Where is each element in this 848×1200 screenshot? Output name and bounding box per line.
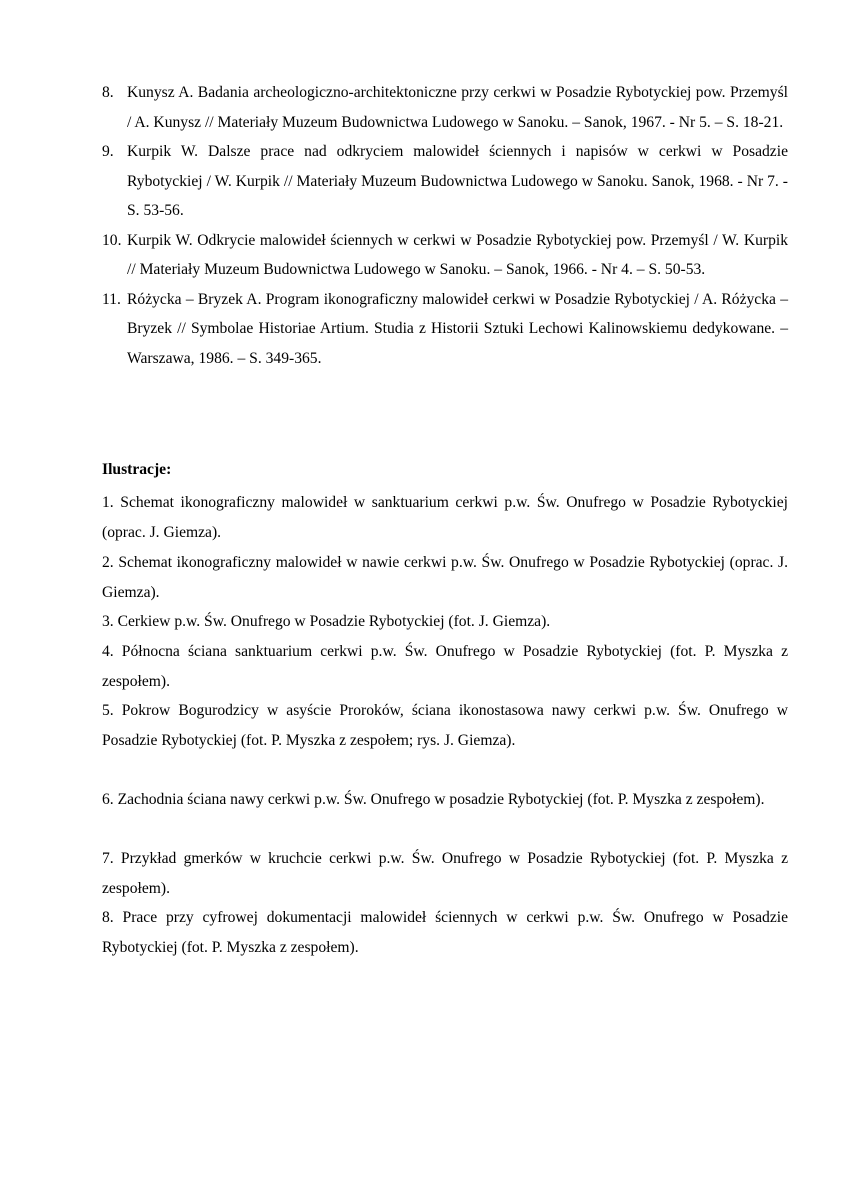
illustration-item: 3. Cerkiew p.w. Św. Onufrego w Posadzie Rybotyckiej (fot. J. Giemza).	[102, 613, 551, 630]
entry-number: 10.	[102, 231, 122, 249]
illustration-item: 5. Pokrow Bogurodzicy w asyście Proroków, ściana ikonostasowa nawy cerkwi p.w. Św. Onufrego w Posadzie Rybotyckiej (fot. P. Myszka z zespołem; rys. J. Giemza).	[102, 702, 788, 749]
bibliography-list	[102, 78, 788, 373]
illustration-item: 6. Zachodnia ściana nawy cerkwi p.w. Św. Onufrego w posadzie Rybotyckiej (fot. P. Myszka z zespołem).	[102, 791, 765, 808]
illustration-item: 7. Przykład gmerków w kruchcie cerkwi p.w. Św. Onufrego w Posadzie Rybotyckiej (fot. P. Myszka z zespołem).	[102, 850, 788, 897]
bibliography-entry	[102, 226, 788, 285]
bibliography-entry	[102, 78, 788, 137]
bibliography-entry	[102, 285, 788, 374]
entry-text: Kurpik W. Odkrycie malowideł ściennych w cerkwi w Posadzie Rybotyckiej pow. Przemyśl / W. Kurpik // Materiały Muzeum Budownictwa Ludowego w Sanoku. – Sanok, 1966. - Nr 4. – S. 50-53.	[127, 231, 788, 278]
illustration-item: 8. Prace przy cyfrowej dokumentacji malowideł ściennych w cerkwi p.w. Św. Onufrego w Posadzie Rybotyckiej (fot. P. Myszka z zespołem).	[102, 909, 788, 956]
bibliography-entry	[102, 137, 788, 226]
illustration-item: 2. Schemat ikonograficzny malowideł w nawie cerkwi p.w. Św. Onufrego w Posadzie Rybotyckiej (oprac. J. Giemza).	[102, 554, 788, 601]
illustration-item: 1. Schemat ikonograficzny malowideł w sanktuarium cerkwi p.w. Św. Onufrego w Posadzie Rybotyckiej (oprac. J. Giemza).	[102, 494, 788, 541]
entry-number: 11.	[102, 290, 121, 308]
entry-number: 8.	[102, 84, 114, 101]
illustrations-heading: Ilustracje:	[102, 461, 172, 478]
entry-text: Różycka – Bryzek A. Program ikonograficzny malowideł cerkwi w Posadzie Rybotyckiej / A. Różycka – Bryzek // Symbolae Historiae Artium. Studia z Historii Sztuki Lechowi Kalinowskiemu dedykowane. – Warszawa, 1986. – S. 349-365.	[127, 290, 788, 367]
entry-number: 9.	[102, 143, 114, 160]
illustration-item: 4. Północna ściana sanktuarium cerkwi p.w. Św. Onufrego w Posadzie Rybotyckiej (fot. P. Myszka z zespołem).	[102, 643, 788, 690]
entry-text: Kurpik W. Dalsze prace nad odkryciem malowideł ściennych i napisów w cerkwi w Posadzie Rybotyckiej / W. Kurpik // Materiały Muzeum Budownictwa Ludowego w Sanoku. Sanok, 1968. - Nr 7. - S. 53-56.	[127, 143, 788, 219]
entry-text: Kunysz A. Badania archeologiczno-architektoniczne przy cerkwi w Posadzie Rybotyckiej pow. Przemyśl / A. Kunysz // Materiały Muzeum Budownictwa Ludowego w Sanoku. – Sanok, 1967. - Nr 5. – S. 18-21.	[127, 84, 788, 131]
